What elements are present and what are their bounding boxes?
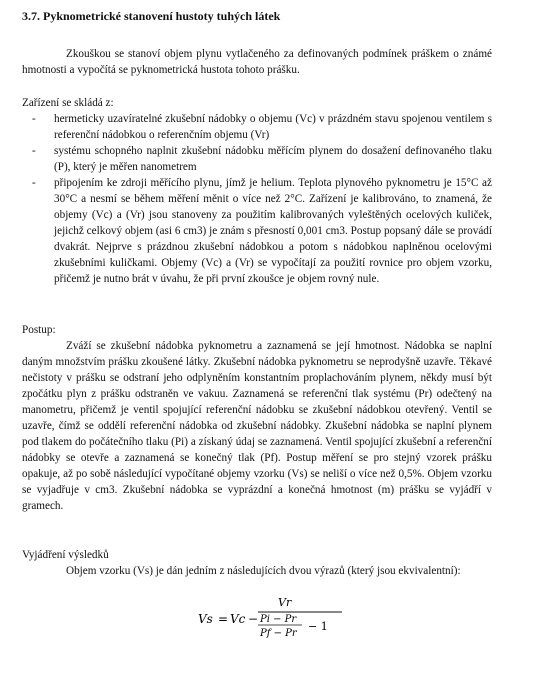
procedure-label: Postup: (22, 324, 56, 336)
intro-paragraph: Zkouškou se stanoví objem plynu vytlačeného za definovaných podmínek práškem o známé hmotnosti a vypočítá se pyknometrická hustota tohoto prášku. (22, 48, 492, 76)
formula-lhs: Vs (198, 612, 213, 626)
equipment-item-2 (22, 143, 492, 175)
list-dash: - (32, 113, 36, 125)
equipment-item-1 (22, 111, 492, 143)
formula-vc: Vc (230, 612, 246, 626)
section-heading: 3.7. Pyknometrické stanovení hustoty tuhých látek (22, 9, 281, 23)
formula-numerator: Vr (278, 596, 292, 609)
list-dash: - (32, 145, 36, 157)
formula-minus: − (248, 612, 259, 626)
results-label: Vyjádření výsledků (22, 549, 109, 561)
equipment-item-3 (22, 175, 492, 287)
equipment-label: Zařízení se skládá z: (22, 97, 114, 109)
equipment-item-1-text: hermeticky uzavíratelné zkušební nádobky o objemu (Vc) v prázdném stavu spojenou ventilem s referenční nádobkou o referenčním objemu (Vr) (54, 113, 492, 141)
equipment-item-3-text: připojením ke zdroji měřícího plynu, jímž je helium. Teplota plynového pyknometru je 15°C až 30°C a nesmí se během měření měnit o více než 2°C. Zařízení je kalibrováno, to znamená, že objemy (Vc) a (Vr) jsou stanoveny za použitím kalibrovaných vyleštěných ocelových kuliček, jejichž celkový objem (asi 6 cm3) je znám s přesností 0,001 cm3. Postup popsaný dále se provádí dvakrát. Nejprve s prázdnou zkušební nádobkou a potom s nádobkou naplněnou ocelovými zkušebními kuličkami. Objemy (Vc) a (Vr) se vypočítají za použití rovnice pro objem vzorku, přičemž je nutno brát v úvahu, že při první zkoušce je objem rovný nule. (54, 177, 492, 285)
formula-equals: = (218, 612, 229, 626)
formula-inner-denominator: Pf − Pr (260, 628, 297, 639)
sample-volume-formula (196, 596, 346, 644)
results-intro: Objem vzorku (Vs) je dán jedním z následujících dvou výrazů (který jsou ekvivalentní): (66, 565, 461, 577)
list-dash: - (32, 177, 36, 189)
equipment-list (22, 111, 492, 287)
formula-inner-numerator: Pi − Pr (260, 614, 297, 625)
procedure-paragraph: Zváží se zkušební nádobka pyknometru a zaznamená se její hmotnost. Nádobka se naplní daným množstvím prášku zkoušené látky. Zkušební nádobka pyknometru se neprodyšně uzavře. Těkavé nečistoty v prášku se odstraní jeho odplyněním konstantním proplachováním plynem, někdy musí být zpočátku plyn z prášku odstraněn ve vakuu. Zaznamená se referenční tlak systému (Pr) odečtený na manometru, přičemž je ventil spojující referenční nádobku se zkušební nádobkou otevřený. Ventil se uzavře, čímž se oddělí referenční nádobka od zkušební nádobky. Zkušební nádobka se naplní plynem pod tlakem do počátečního tlaku (Pi) a získaný údaj se zaznamená. Ventil spojující zkušební a referenční nádobky se otevře a zaznamená se konečný tlak (Pf). Postup měření se pro stejný vzorek prášku opakuje, až po sobě následující vypočítané objemy vzorku (Vs) se neliší o více než 0,5%. Objem vzorku se vyjadřuje v cm3. Zkušební nádobka se vyprázdní a konečná hmotnost (m) prášku se vyjádří v gramech. (22, 340, 492, 512)
equipment-item-2-text: systému schopného naplnit zkušební nádobku měřícím plynem do dosažení definovaného tlaku (P), který je měřen nanometrem (54, 145, 492, 173)
formula-minus-one: − 1 (308, 620, 328, 633)
